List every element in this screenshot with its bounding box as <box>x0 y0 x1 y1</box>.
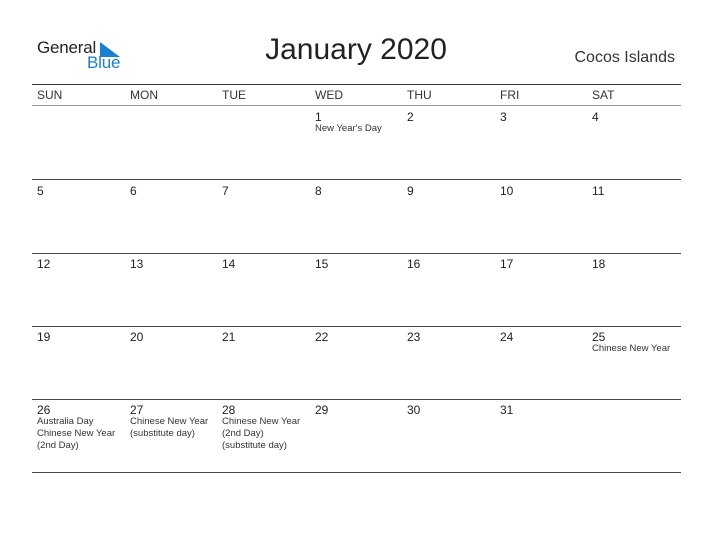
calendar-day-cell <box>32 254 124 326</box>
calendar-day-cell <box>310 254 402 326</box>
calendar-day-cell <box>587 254 679 326</box>
holiday-list <box>315 123 403 135</box>
week-divider <box>32 472 681 473</box>
weekday-header: SUN <box>37 88 63 102</box>
calendar-day-cell <box>217 181 309 253</box>
day-number: 22 <box>315 330 329 344</box>
weekday-header-row <box>32 88 681 106</box>
logo-blue-text: Blue <box>87 53 121 72</box>
calendar-day-cell <box>217 327 309 399</box>
calendar-day-cell <box>125 400 217 472</box>
day-number: 28 <box>222 403 236 417</box>
holiday-list <box>130 416 218 440</box>
weekday-header: MON <box>130 88 158 102</box>
day-number: 19 <box>37 330 51 344</box>
calendar-day-cell <box>125 327 217 399</box>
weekday-header: TUE <box>222 88 246 102</box>
calendar-day-cell <box>587 107 679 179</box>
day-number: 23 <box>407 330 421 344</box>
day-number: 16 <box>407 257 421 271</box>
calendar-day-cell <box>125 254 217 326</box>
calendar-day-cell <box>495 400 587 472</box>
calendar-day-cell <box>310 327 402 399</box>
calendar-week-row <box>32 327 681 400</box>
day-number: 30 <box>407 403 421 417</box>
day-number: 20 <box>130 330 144 344</box>
calendar-day-cell <box>310 400 402 472</box>
weekday-header: WED <box>315 88 343 102</box>
day-number: 8 <box>315 184 322 198</box>
calendar-day-cell <box>402 181 494 253</box>
calendar-day-cell <box>587 400 679 472</box>
calendar-day-cell <box>402 400 494 472</box>
day-number: 17 <box>500 257 514 271</box>
day-number: 29 <box>315 403 329 417</box>
day-number: 7 <box>222 184 229 198</box>
day-number: 4 <box>592 110 599 124</box>
day-number: 9 <box>407 184 414 198</box>
weekday-header: SAT <box>592 88 615 102</box>
day-number: 10 <box>500 184 514 198</box>
day-number: 18 <box>592 257 606 271</box>
weekday-header: FRI <box>500 88 520 102</box>
day-number: 27 <box>130 403 144 417</box>
calendar-day-cell <box>495 327 587 399</box>
holiday-list <box>592 343 680 355</box>
day-number: 21 <box>222 330 236 344</box>
calendar-day-cell <box>32 400 124 472</box>
calendar-week-row <box>32 254 681 327</box>
day-number: 6 <box>130 184 137 198</box>
calendar-day-cell <box>125 181 217 253</box>
calendar-day-cell <box>495 107 587 179</box>
day-number: 3 <box>500 110 507 124</box>
holiday-name: Chinese New Year <box>592 343 671 354</box>
calendar-day-cell <box>32 181 124 253</box>
calendar-day-cell <box>495 254 587 326</box>
calendar-day-cell <box>402 254 494 326</box>
calendar-day-cell <box>310 107 402 179</box>
holiday-name: Chinese New Year (2nd Day) <box>37 428 116 451</box>
day-number: 5 <box>37 184 44 198</box>
day-number: 12 <box>37 257 51 271</box>
calendar-day-cell <box>125 107 217 179</box>
holiday-list <box>222 416 310 452</box>
calendar-day-cell <box>402 107 494 179</box>
day-number: 2 <box>407 110 414 124</box>
header-top-rule <box>32 84 681 85</box>
day-number: 31 <box>500 403 514 417</box>
calendar-day-cell <box>32 327 124 399</box>
holiday-list <box>37 416 125 452</box>
calendar-day-cell <box>217 400 309 472</box>
calendar-day-cell <box>217 254 309 326</box>
day-number: 25 <box>592 330 606 344</box>
day-number: 13 <box>130 257 144 271</box>
logo-general-text: General <box>37 38 97 57</box>
country-name: Cocos Islands <box>574 49 675 66</box>
holiday-name: New Year's Day <box>315 123 382 134</box>
day-number: 24 <box>500 330 514 344</box>
holiday-name: Chinese New Year (2nd Day) (substitute day) <box>222 416 301 451</box>
calendar-day-cell <box>587 181 679 253</box>
calendar-day-cell <box>587 327 679 399</box>
calendar-day-cell <box>402 327 494 399</box>
calendar-title: January 2020 <box>265 33 447 66</box>
holiday-name: Australia Day <box>37 416 94 427</box>
holiday-name: Chinese New Year (substitute day) <box>130 416 209 439</box>
calendar-day-cell <box>310 181 402 253</box>
weekday-header: THU <box>407 88 432 102</box>
calendar-day-cell <box>217 107 309 179</box>
calendar-week-row <box>32 107 681 180</box>
day-number: 15 <box>315 257 329 271</box>
day-number: 11 <box>592 184 605 198</box>
calendar-day-cell <box>32 107 124 179</box>
day-number: 1 <box>315 110 322 124</box>
header-bottom-rule <box>32 105 681 106</box>
day-number: 14 <box>222 257 236 271</box>
day-number: 26 <box>37 403 51 417</box>
calendar-week-row <box>32 400 681 473</box>
calendar-day-cell <box>495 181 587 253</box>
week-divider <box>32 179 681 180</box>
calendar-week-row <box>32 181 681 254</box>
